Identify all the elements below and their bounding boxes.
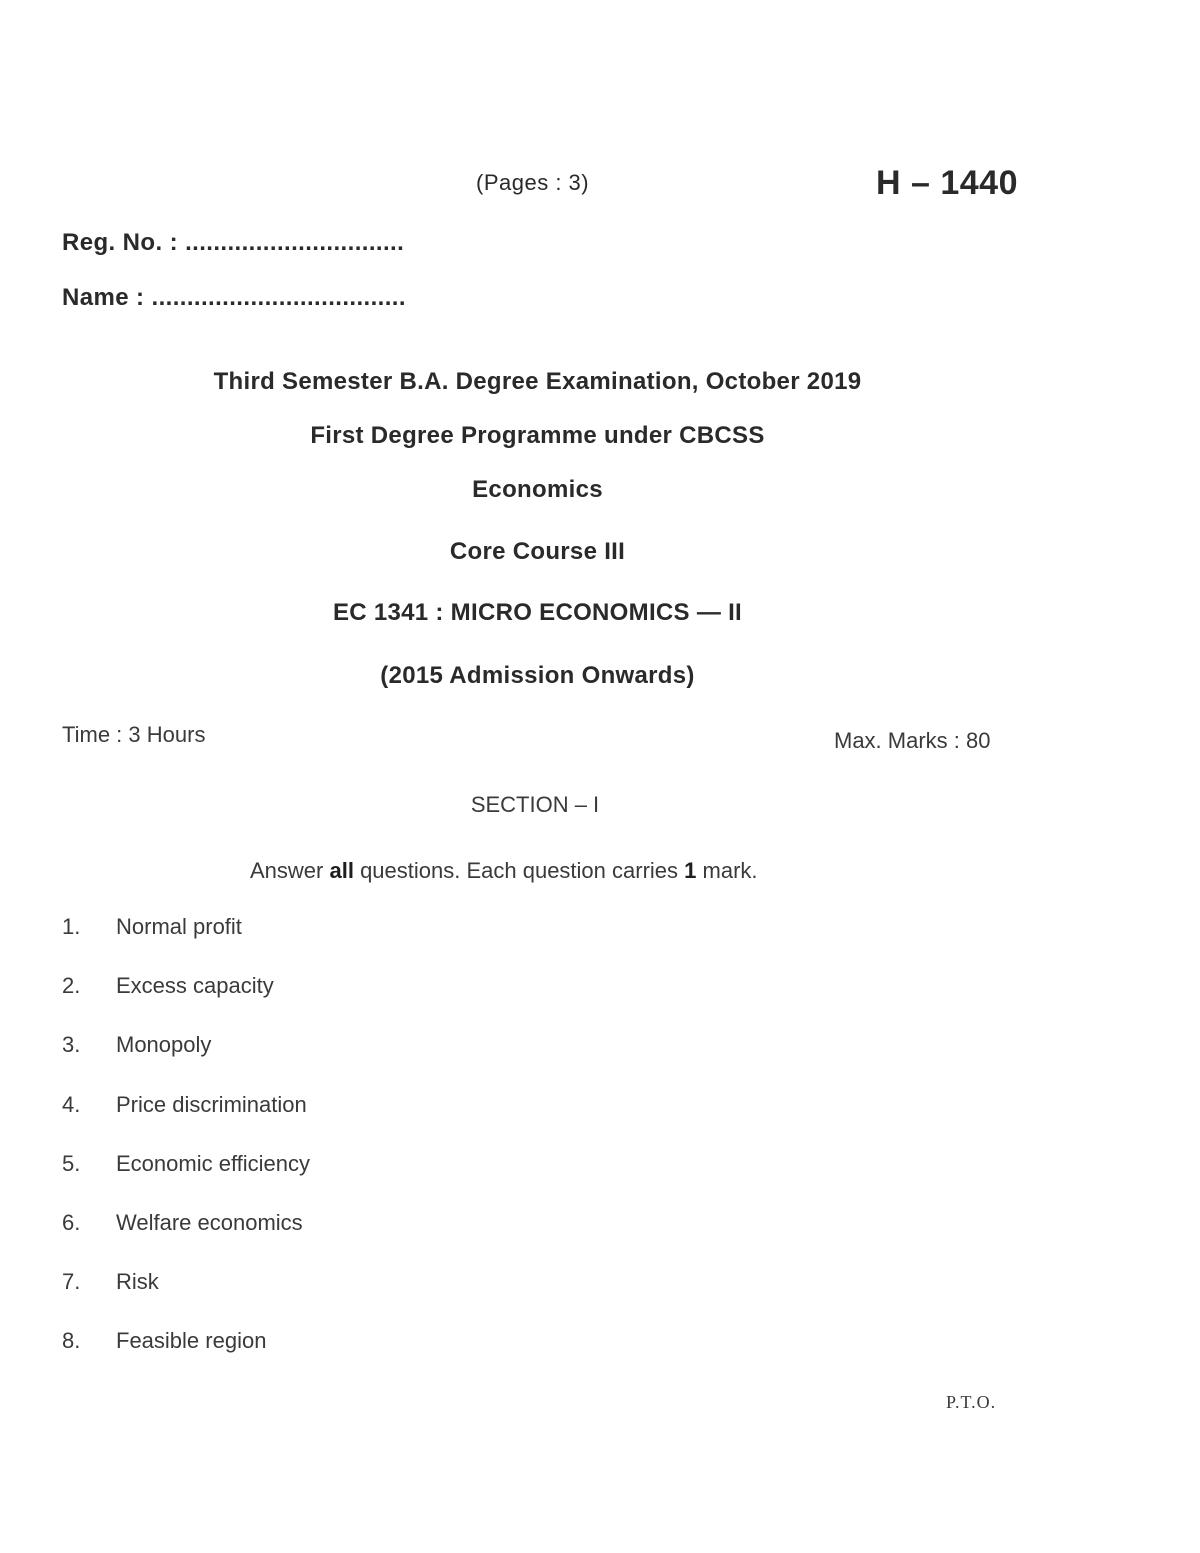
question-number: 1. — [62, 914, 81, 939]
question-text: Risk — [116, 1269, 159, 1295]
section-instruction — [250, 858, 758, 884]
question-text: Feasible region — [116, 1328, 267, 1354]
instruction-suffix: mark. — [696, 858, 758, 883]
programme-title: First Degree Programme under CBCSS — [310, 422, 765, 449]
question-text: Economic efficiency — [116, 1150, 311, 1176]
question-text: Monopoly — [116, 1032, 212, 1058]
question-number: 6. — [62, 1209, 81, 1235]
course-title: Core Course III — [449, 538, 626, 565]
admission-note: (2015 Admission Onwards) — [380, 662, 695, 689]
paper-code: H – 1440 — [876, 164, 1018, 202]
question-text: Welfare economics — [116, 1209, 303, 1235]
question-number: 8. — [62, 1328, 81, 1354]
reg-no-field: Reg. No. : ............................... — [62, 229, 405, 256]
instruction-bold-all: all — [329, 858, 354, 883]
question-number: 3. — [62, 1032, 81, 1058]
time-allowed: Time : 3 Hours — [62, 722, 206, 747]
instruction-prefix: Answer — [250, 858, 330, 883]
section-heading: SECTION – I — [470, 792, 600, 817]
question-text: Price discrimination — [116, 1091, 307, 1117]
exam-title: Third Semester B.A. Degree Examination, October 2019 — [213, 368, 862, 395]
question-number: 4. — [62, 1091, 81, 1117]
paper-title: EC 1341 : MICRO ECONOMICS — II — [332, 599, 743, 626]
question-number: 5. — [62, 1150, 81, 1176]
instruction-bold-one: 1 — [684, 858, 697, 883]
question-text: Excess capacity — [116, 973, 274, 999]
instruction-middle: questions. Each question carries — [353, 858, 685, 883]
name-field: Name : .................................... — [62, 284, 406, 311]
question-text: Normal profit — [116, 914, 242, 939]
pages-count: (Pages : 3) — [476, 170, 590, 195]
question-number: 7. — [62, 1269, 81, 1295]
subject-title: Economics — [472, 476, 603, 503]
question-number: 2. — [62, 973, 81, 999]
please-turn-over: P.T.O. — [946, 1392, 997, 1412]
max-marks: Max. Marks : 80 — [834, 728, 991, 753]
